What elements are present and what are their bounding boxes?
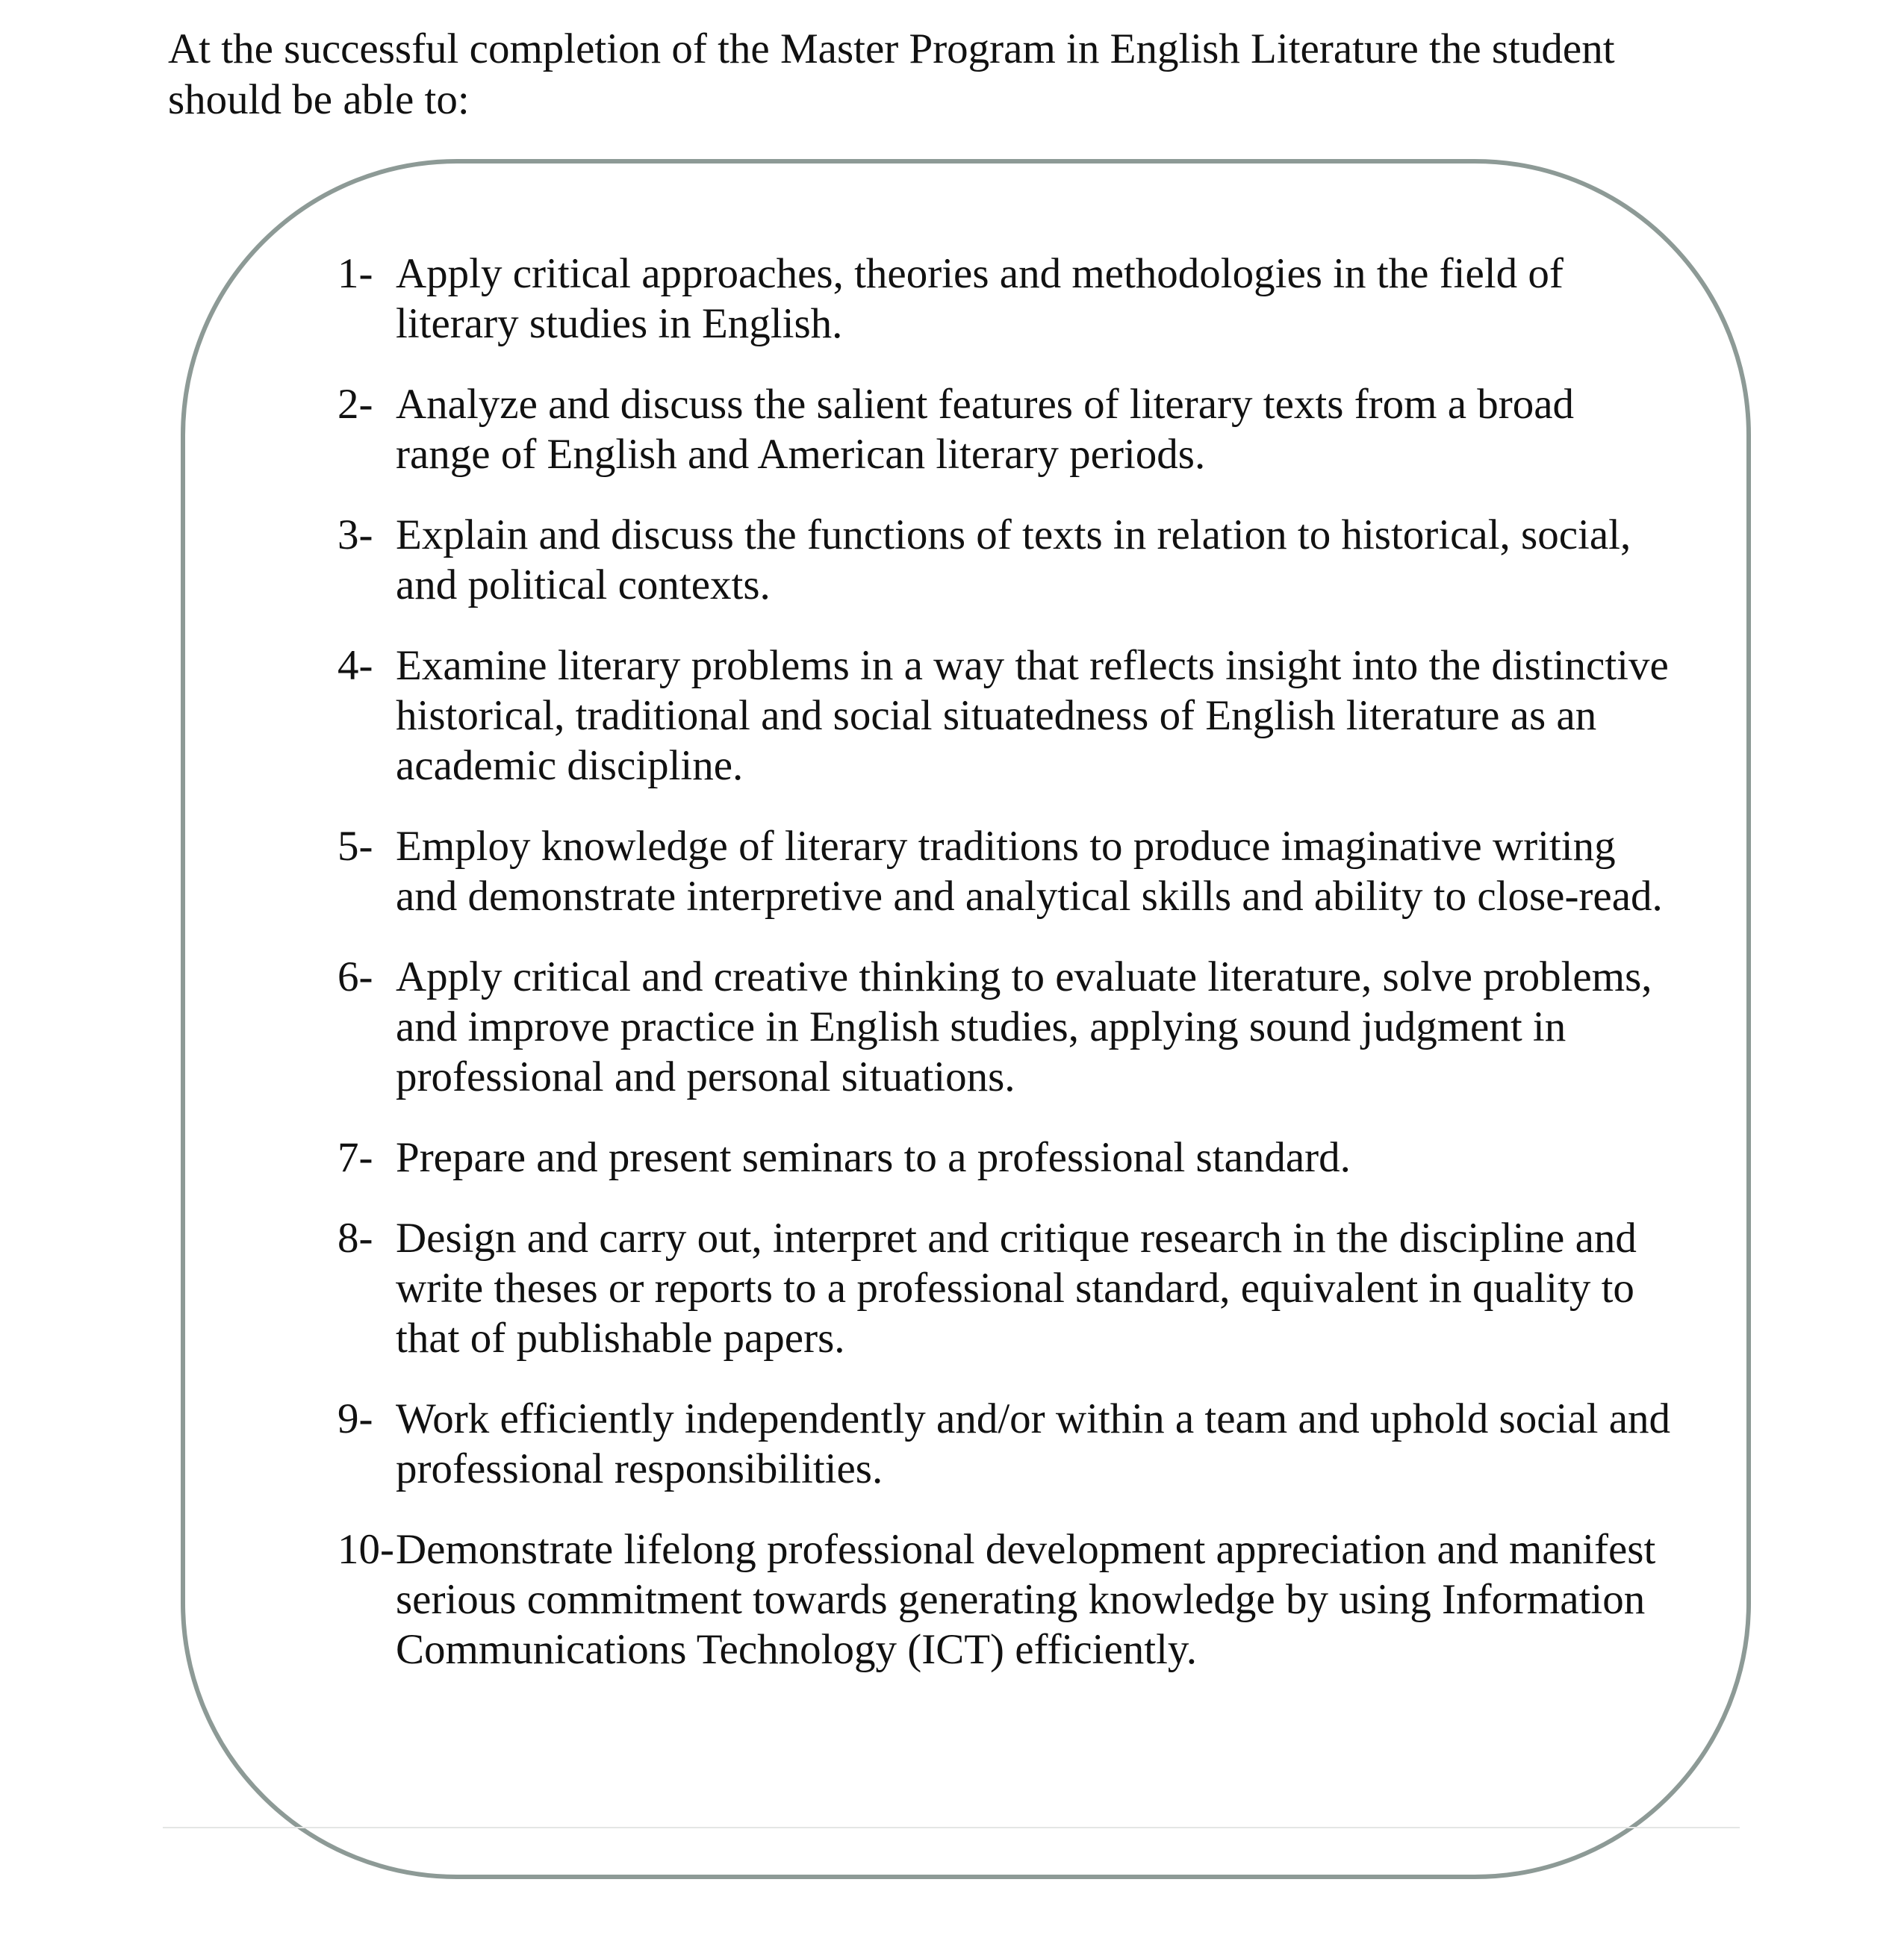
objective-item xyxy=(337,1394,1674,1494)
objective-item xyxy=(337,1524,1674,1675)
objective-text: Examine literary problems in a way that reflects insight into the distinctive historical, traditional and social situatedness of English literature as an academic discipline. xyxy=(396,642,1669,789)
objective-text: Explain and discuss the functions of texts in relation to historical, social, and political contexts. xyxy=(396,511,1631,608)
objective-item xyxy=(337,249,1674,349)
objective-text: Demonstrate lifelong professional development appreciation and manifest serious commitment towards generating knowledge by using Information Communications Technology (ICT) efficiently. xyxy=(396,1526,1656,1673)
objective-text: Apply critical approaches, theories and methodologies in the field of literary studies in English. xyxy=(396,250,1564,347)
objective-text: Work efficiently independently and/or within a team and uphold social and professional responsibilities. xyxy=(396,1395,1671,1492)
objective-item xyxy=(337,952,1674,1102)
objective-text: Design and carry out, interpret and critique research in the discipline and write theses or reports to a professional standard, equivalent in quality to that of publishable papers. xyxy=(396,1215,1637,1362)
objective-number: 6- xyxy=(337,953,373,1000)
objective-number: 4- xyxy=(337,642,373,689)
objective-number: 9- xyxy=(337,1395,373,1442)
objective-text: Employ knowledge of literary traditions to produce imaginative writing and demonstrate interpretive and analytical skills and ability to close-read. xyxy=(396,823,1663,920)
objective-item xyxy=(337,1213,1674,1363)
objective-number: 10- xyxy=(337,1526,394,1573)
objective-item xyxy=(337,821,1674,921)
footer-rule xyxy=(163,1827,1740,1828)
objective-number: 8- xyxy=(337,1215,373,1262)
objective-text: Prepare and present seminars to a professional standard. xyxy=(396,1134,1351,1181)
intro-paragraph: At the successful completion of the Master Program in English Literature the student should be able to: xyxy=(168,25,1615,123)
objective-item xyxy=(337,510,1674,610)
objective-text: Apply critical and creative thinking to evaluate literature, solve problems, and improve practice in English studies, applying sound judgment in professional and personal situations. xyxy=(396,953,1652,1100)
objective-number: 5- xyxy=(337,823,373,870)
objective-number: 2- xyxy=(337,381,373,428)
objective-item xyxy=(337,1133,1674,1183)
objective-text: Analyze and discuss the salient features of literary texts from a broad range of English and American literary periods. xyxy=(396,381,1575,478)
learning-objectives-list xyxy=(337,249,1674,1705)
objective-number: 1- xyxy=(337,250,373,297)
objective-number: 3- xyxy=(337,511,373,558)
objective-item xyxy=(337,379,1674,479)
objective-number: 7- xyxy=(337,1134,373,1181)
objective-item xyxy=(337,641,1674,791)
